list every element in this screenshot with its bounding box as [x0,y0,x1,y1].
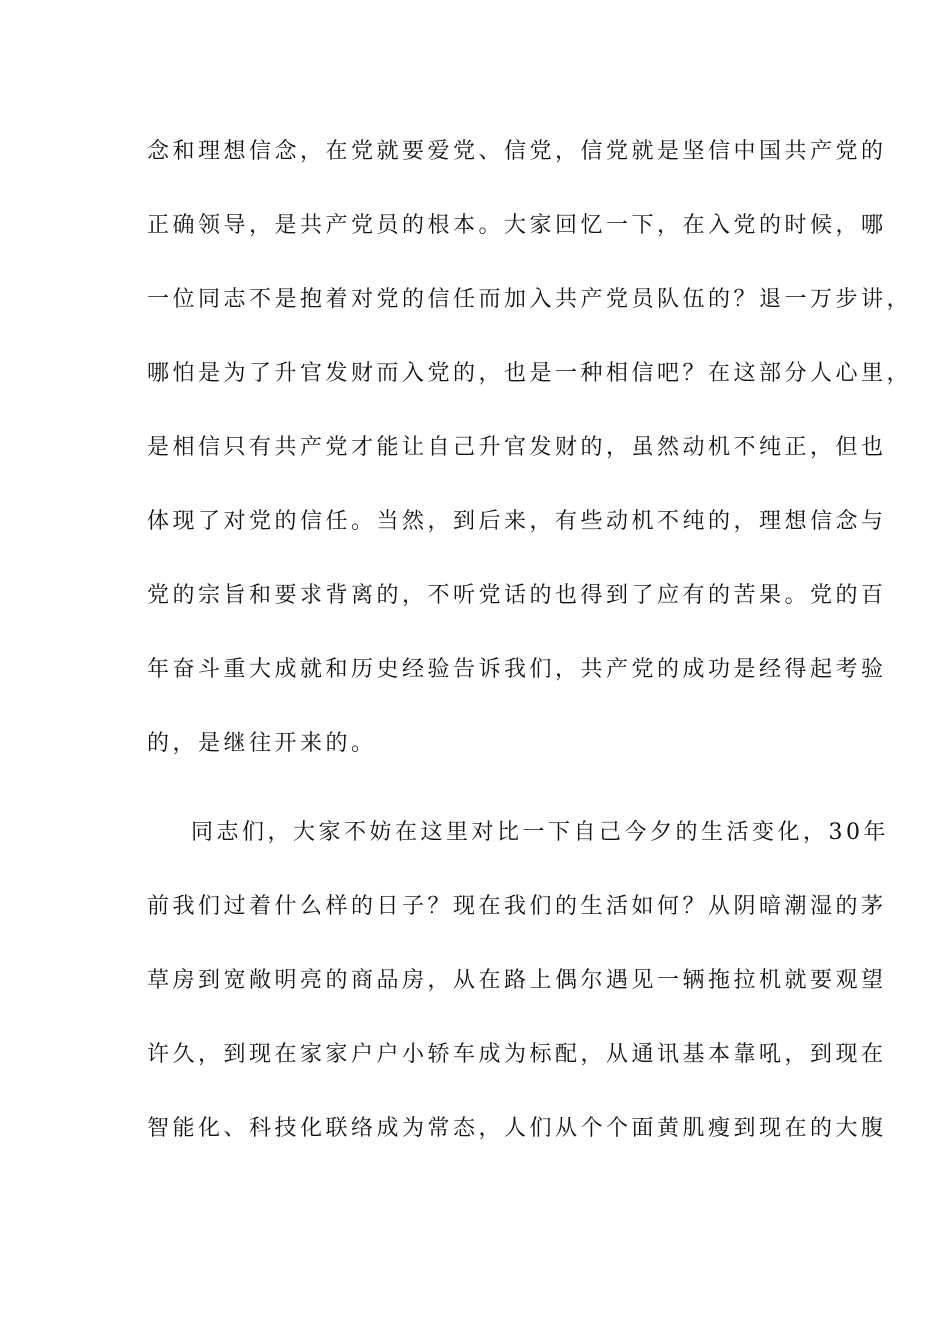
paragraph-line: 哪怕是为了升官发财而入党的，也是一种相信吧？在这部分人心里， [147,361,913,386]
paragraph-line: 草房到宽敞明亮的商品房，从在路上偶尔遇见一辆拖拉机就要观望 [147,968,887,993]
paragraph-line: 正确领导，是共产党员的根本。大家回忆一下，在入党的时候，哪 [147,213,887,238]
paragraph-line: 念和理想信念，在党就要爱党、信党，信党就是坚信中国共产党的 [147,139,887,164]
paragraph-line: 一位同志不是抱着对党的信任而加入共产党员队伍的？退一万步讲， [147,287,913,312]
paragraph-line: 年奋斗重大成就和历史经验告诉我们，共产党的成功是经得起考验 [147,657,887,682]
paragraph-line: 前我们过着什么样的日子？现在我们的生活如何？从阴暗潮湿的茅 [147,894,887,919]
paragraph-line: 体现了对党的信任。当然，到后来，有些动机不纯的，理想信念与 [147,509,887,534]
paragraph-line: 党的宗旨和要求背离的，不听党话的也得到了应有的苦果。党的百 [147,583,887,608]
paragraph-line: 智能化、科技化联络成为常态，人们从个个面黄肌瘦到现在的大腹 [147,1116,887,1141]
paragraph-line: 的，是继往开来的。 [147,731,377,756]
paragraph-line: 是相信只有共产党才能让自己升官发财的，虽然动机不纯正，但也 [147,435,887,460]
paragraph-line: 同志们，大家不妨在这里对比一下自己今夕的生活变化，30年 [191,820,889,845]
paragraph-line: 许久，到现在家家户户小轿车成为标配，从通讯基本靠吼，到现在 [147,1042,887,1067]
